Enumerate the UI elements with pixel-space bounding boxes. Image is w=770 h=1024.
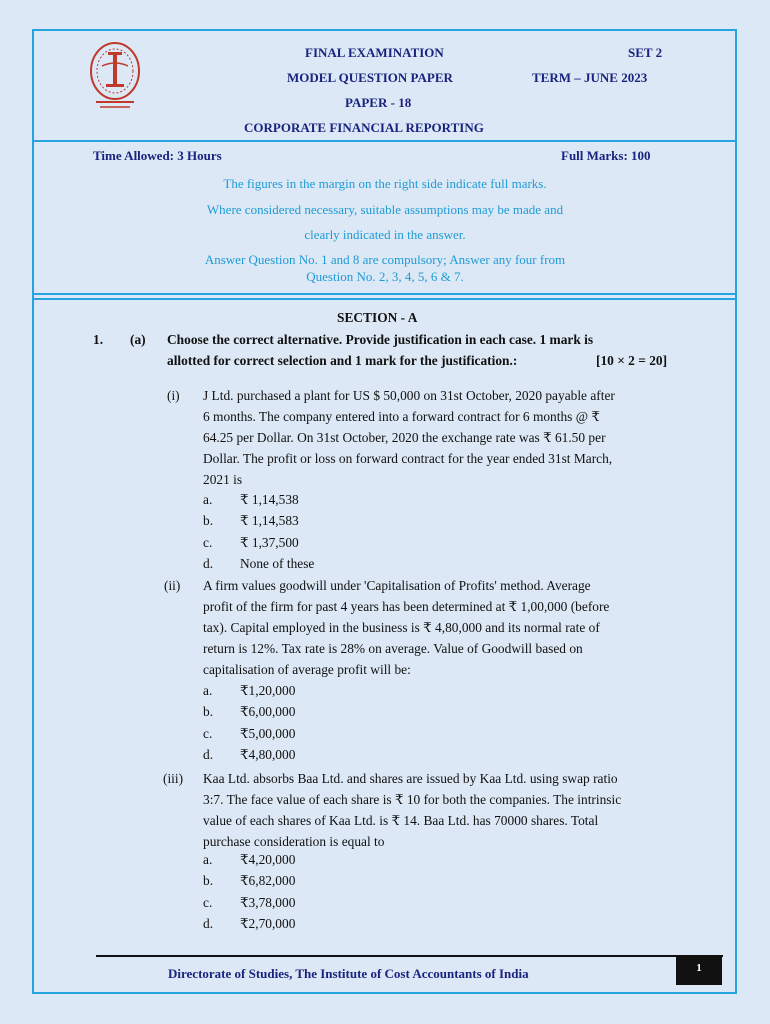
option-text: ₹2,70,000 [240, 916, 296, 931]
option-letter: b. [203, 873, 214, 888]
option-text: ₹ 1,14,538 [240, 492, 299, 507]
option-text: ₹ 1,37,500 [240, 535, 299, 550]
instruction-line: Question No. 2, 3, 4, 5, 6 & 7. [306, 269, 464, 284]
page-number: 1 [676, 955, 722, 985]
full-marks: Full Marks: 100 [561, 148, 651, 163]
footer-rule [96, 955, 723, 957]
instruction-line: The figures in the margin on the right side indicate full marks. [223, 176, 547, 191]
item-number: (iii) [163, 771, 184, 786]
option-text: ₹4,20,000 [240, 852, 296, 867]
term-label: TERM – JUNE 2023 [532, 70, 648, 85]
question-number: 1. [93, 332, 104, 347]
option-letter: c. [203, 726, 213, 741]
item-number: (i) [167, 388, 180, 403]
exam-title: FINAL EXAMINATION [305, 45, 444, 60]
instruction-line: clearly indicated in the answer. [304, 227, 466, 242]
instruction-line: Where considered necessary, suitable assumptions may be made and [206, 202, 564, 217]
option-letter: a. [203, 683, 213, 698]
item-text: J Ltd. purchased a plant for US $ 50,000 on 31st October, 2020 payable after 6 months. The company entered into a forward contract for 6 months @ ₹ 64.25 per Dollar. On 31st October, 2020 the exchange rate was ₹ 61.50 per Dollar. The profit or loss on forward contract for the year ended 31st March, 2021 is [203, 388, 615, 487]
option-text: ₹5,00,000 [240, 726, 296, 741]
option-letter: c. [203, 535, 213, 550]
option-letter: d. [203, 916, 214, 931]
section-heading: SECTION - A [337, 310, 418, 325]
instructions-divider [32, 293, 737, 295]
option-text: ₹ 1,14,583 [240, 513, 299, 528]
option-text: ₹6,00,000 [240, 704, 296, 719]
option-letter: b. [203, 513, 214, 528]
set-label: SET 2 [628, 45, 663, 60]
subject-title: CORPORATE FINANCIAL REPORTING [244, 120, 484, 135]
question-part: (a) [130, 332, 146, 347]
paper-number: PAPER - 18 [345, 95, 412, 110]
time-allowed: Time Allowed: 3 Hours [93, 148, 222, 163]
option-text: ₹3,78,000 [240, 895, 296, 910]
option-letter: c. [203, 895, 213, 910]
question-stem-line1: Choose the correct alternative. Provide justification in each case. 1 mark is [167, 332, 594, 347]
option-text: ₹1,20,000 [240, 683, 296, 698]
option-text: ₹4,80,000 [240, 747, 296, 762]
header-divider [32, 140, 737, 142]
option-letter: d. [203, 556, 214, 571]
item-text: Kaa Ltd. absorbs Baa Ltd. and shares are issued by Kaa Ltd. using swap ratio 3:7. The face value of each share is ₹ 10 for both the companies. The intrinsic value of each shares of Kaa Ltd. is ₹ 14. Baa Ltd. has 70000 shares. Total purchase consideration is equal to [203, 771, 622, 849]
footer-text: Directorate of Studies, The Institute of Cost Accountants of India [168, 966, 529, 981]
institute-logo-icon [88, 38, 142, 112]
instruction-line: Answer Question No. 1 and 8 are compulsory; Answer any four from [204, 252, 566, 267]
paper-type: MODEL QUESTION PAPER [287, 70, 453, 85]
option-letter: d. [203, 747, 214, 762]
question-stem-line2: allotted for correct selection and 1 mark for the justification.: [167, 353, 518, 368]
option-text: None of these [240, 556, 315, 571]
item-text: A firm values goodwill under 'Capitalisation of Profits' method. Average profit of the firm for past 4 years has been determined at ₹ 1,00,000 (before tax). Capital employed in the business is ₹ 4,80,000 and its normal rate of return is 12%. Tax rate is 28% on average. Value of Goodwill based on capitalisation of average profit will be: [203, 578, 610, 677]
option-letter: a. [203, 492, 213, 507]
question-marks: [10 × 2 = 20] [596, 353, 668, 368]
option-letter: b. [203, 704, 214, 719]
option-text: ₹6,82,000 [240, 873, 296, 888]
instructions-divider-double [32, 298, 737, 300]
option-letter: a. [203, 852, 213, 867]
item-number: (ii) [164, 578, 181, 593]
